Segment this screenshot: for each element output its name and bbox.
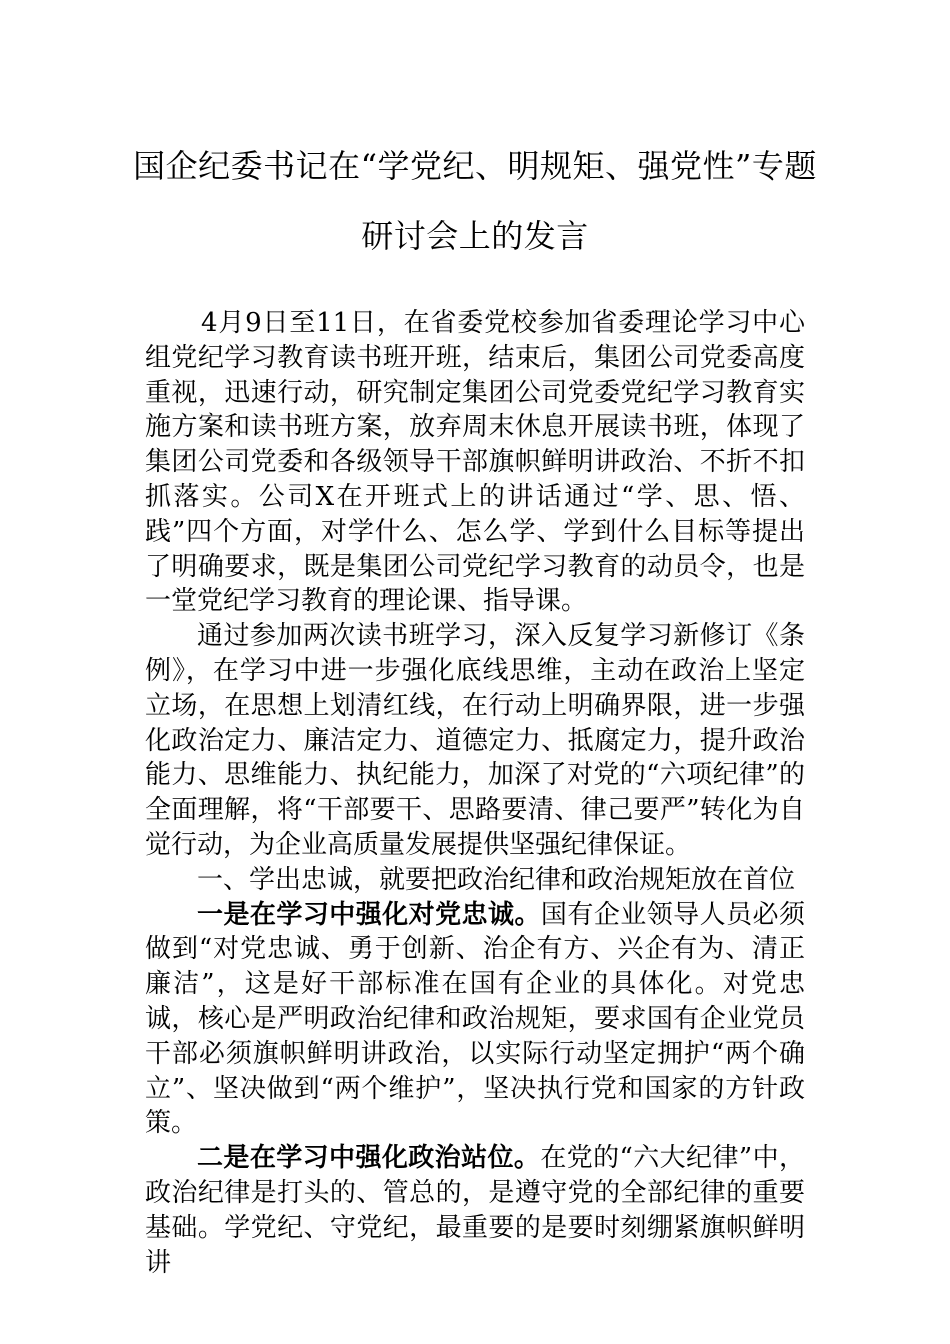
paragraph-point-1	[145, 898, 805, 1142]
paragraph-intro	[145, 306, 805, 619]
paragraph-text: 在党的“六大纪律”中，政治纪律是打头的、管总的，是遵守党的全部纪律的重要基础。学党纪、守党纪，最重要的是要时刻绷紧旗帜鲜明讲	[145, 1143, 805, 1278]
paragraph-text: 国有企业领导人员必须做到“对党忠诚、勇于创新、治企有方、兴企有为、清正廉洁”，这是好干部标准在国有企业的具体化。对党忠诚，核心是严明政治纪律和政治规矩，要求国有企业党员干部必须旗帜鲜明讲政治，以实际行动坚定拥护“两个确立”、坚决做到“两个维护”，坚决执行党和国家的方针政策。	[145, 899, 805, 1139]
document-body	[145, 306, 805, 1280]
paragraph-study-summary	[145, 619, 805, 863]
paragraph-lead-bold: 一是在学习中强化对党忠诚。	[197, 899, 541, 930]
document-title-line-1: 国企纪委书记在“学党纪、明规矩、强党性”专题	[133, 147, 817, 185]
paragraph-text: 4月9日至11日，在省委党校参加省委理论学习中心组党纪学习教育读书班开班，结束后，集团公司党委高度重视，迅速行动，研究制定集团公司党委党纪学习教育实施方案和读书班方案，放弃周末休息开展读书班，体现了集团公司党委和各级领导干部旗帜鲜明讲政治、不折不扣抓落实。公司X在开班式上的讲话通过“学、思、悟、践”四个方面，对学什么、怎么学、学到什么目标等提出了明确要求，既是集团公司党纪学习教育的动员令，也是一堂党纪学习教育的理论课、指导课。	[145, 308, 805, 617]
paragraph-lead-bold: 二是在学习中强化政治站位。	[197, 1143, 541, 1174]
paragraph-text: 通过参加两次读书班学习，深入反复学习新修订《条例》，在学习中进一步强化底线思维，主动在政治上坚定立场，在思想上划清红线，在行动上明确界限，进一步强化政治定力、廉洁定力、道德定力、抵腐定力，提升政治能力、思维能力、执纪能力，加深了对党的“六项纪律”的全面理解，将“干部要干、思路要清、律己要严”转化为自觉行动，为企业高质量发展提供坚强纪律保证。	[145, 621, 805, 860]
paragraph-point-2	[145, 1141, 805, 1280]
section-heading-1	[145, 863, 805, 898]
document-title-line-2: 研讨会上的发言	[361, 217, 589, 255]
section-heading-text: 一、学出忠诚，就要把政治纪律和政治规矩放在首位	[197, 864, 796, 895]
